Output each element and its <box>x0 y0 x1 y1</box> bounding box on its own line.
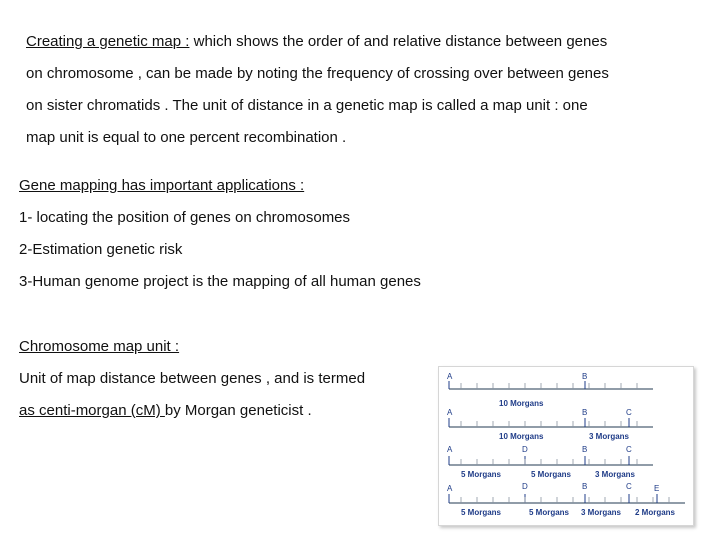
intro-line: map unit is equal to one percent recombination . <box>26 129 347 146</box>
gene-label: A <box>447 484 453 493</box>
distance-label: 2 Morgans <box>635 508 676 517</box>
intro-line: on sister chromatids . The unit of distance in a genetic map is called a map unit : one <box>26 97 588 114</box>
distance-label: 3 Morgans <box>581 508 622 517</box>
map-unit-line: Unit of map distance between genes , and is termed <box>19 370 366 387</box>
distance-label: 5 Morgans <box>529 508 570 517</box>
gene-label: A <box>447 408 453 417</box>
gene-label: D <box>522 445 528 454</box>
application-item: 1- locating the position of genes on chromosomes <box>19 209 351 226</box>
distance-label: 10 Morgans <box>499 399 544 408</box>
centimorgan-term: as centi-morgan (cM) <box>19 402 165 419</box>
gene-label: C <box>626 408 632 417</box>
gene-label: A <box>447 445 453 454</box>
map-row <box>447 445 653 479</box>
gene-label: A <box>447 372 453 381</box>
map-row <box>447 372 653 408</box>
map-row <box>447 482 685 517</box>
gene-label: C <box>626 445 632 454</box>
gene-label: B <box>582 445 588 454</box>
genetic-map-figure <box>438 366 694 526</box>
gene-label: C <box>626 482 632 491</box>
application-item: 3-Human genome project is the mapping of all human genes <box>19 273 421 290</box>
distance-label: 3 Morgans <box>595 470 636 479</box>
map-unit-heading: Chromosome map unit : <box>19 338 180 355</box>
map-unit-line-rest: by Morgan geneticist . <box>164 402 312 419</box>
applications-heading: Gene mapping has important applications : <box>19 177 305 194</box>
distance-label: 5 Morgans <box>461 508 502 517</box>
gene-label: B <box>582 408 588 417</box>
intro-line: on chromosome , can be made by noting the frequency of crossing over between genes <box>26 65 609 82</box>
map-row <box>447 408 653 441</box>
gene-label: B <box>582 482 588 491</box>
gene-label: E <box>654 484 660 493</box>
distance-label: 5 Morgans <box>461 470 502 479</box>
genetic-map-diagram <box>439 367 693 525</box>
intro-heading: Creating a genetic map : <box>26 33 190 50</box>
application-item: 2-Estimation genetic risk <box>19 241 183 258</box>
distance-label: 5 Morgans <box>531 470 572 479</box>
gene-label: D <box>522 482 528 491</box>
distance-label: 3 Morgans <box>589 432 630 441</box>
distance-label: 10 Morgans <box>499 432 544 441</box>
gene-label: B <box>582 372 588 381</box>
intro-line: which shows the order of and relative distance between genes <box>189 33 608 50</box>
